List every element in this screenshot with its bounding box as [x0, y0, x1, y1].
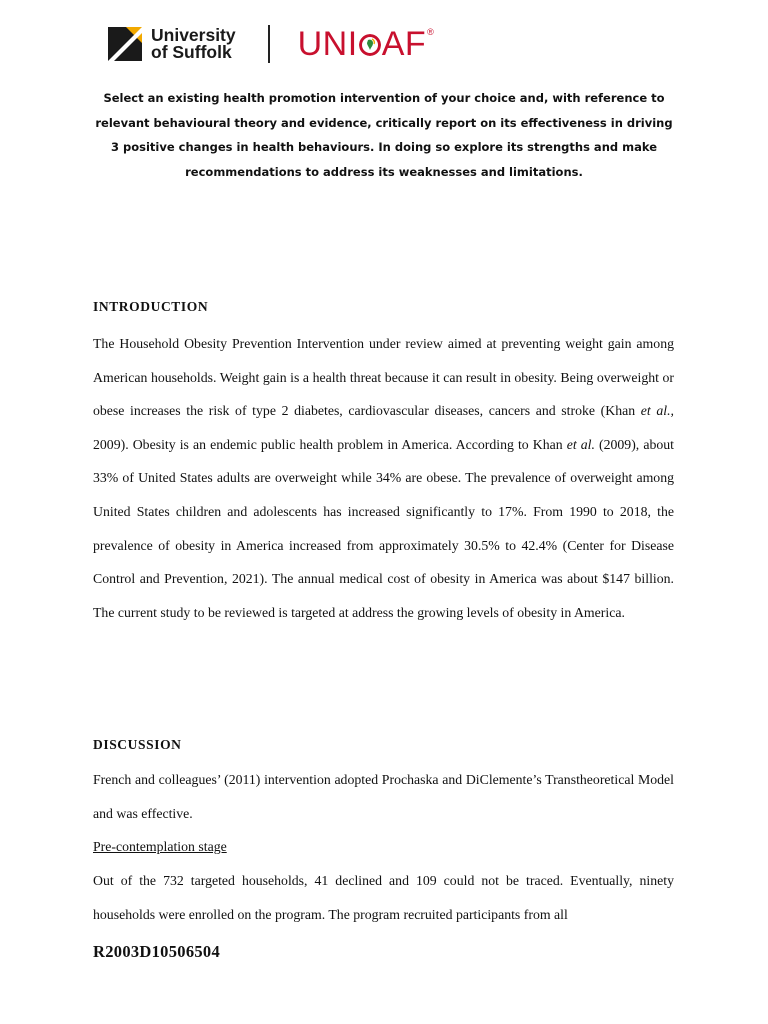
- introduction-paragraph: [93, 327, 674, 629]
- unicaf-wordmark-right: AF: [381, 24, 427, 63]
- pre-contemplation-subheading: Pre-contemplation stage: [93, 839, 227, 854]
- intro-text-2: 2009). Obesity is an endemic public health problem in America. According to Khan: [93, 436, 567, 452]
- discussion-paragraph-2: Out of the 732 targeted households, 41 declined and 109 could not be traced. Eventually, ninety households were enrolled on the program. The program recruited participants from all: [93, 873, 674, 922]
- intro-text-1: The Household Obesity Prevention Intervention under review aimed at preventing weight gain among American households. Weight gain is a health threat because it can result in obesity. Being overweight or obese increases the risk of type 2 diabetes, cardiovascular diseases, cancers and stroke (Khan: [93, 336, 674, 419]
- suffolk-emblem-icon: [108, 27, 142, 61]
- registered-mark: ®: [427, 26, 435, 37]
- header-logos: [108, 22, 434, 66]
- suffolk-line-2: of Suffolk: [151, 42, 232, 62]
- suffolk-wordmark: [151, 27, 236, 61]
- discussion-heading: DISCUSSION: [93, 737, 182, 752]
- discussion-paragraph-1: French and colleagues’ (2011) intervention adopted Prochaska and DiClemente’s Transtheoretical Model and was effective.: [93, 772, 674, 821]
- unicaf-wordmark-left: UNI: [297, 24, 358, 63]
- intro-etal-1: et al.,: [640, 403, 674, 419]
- student-id: R2003D10506504: [93, 942, 221, 961]
- globe-icon: [359, 34, 381, 56]
- intro-text-3: (2009), about 33% of United States adults are overweight while 34% are obese. The prevalence of overweight among United States children and adolescents has increased significantly to 17%. From 1990 to 2018, the prevalence of obesity in America increased from approximately 30.5% to 42.4% (Center for Disease Control and Prevention, 2021). The annual medical cost of obesity in America was about $147 billion. The current study to be reviewed is targeted at address the growing levels of obesity in America.: [93, 436, 674, 620]
- assignment-question: Select an existing health promotion intervention of your choice and, with reference to relevant behavioural theory and evidence, critically report on its effectiveness in driving 3 positive changes in health behaviours. In doing so explore its strengths and make recommendations to address its weaknesses and limitations.: [95, 91, 673, 179]
- suffolk-line-1: University: [151, 25, 236, 45]
- logo-divider: [268, 25, 270, 63]
- introduction-heading: INTRODUCTION: [93, 299, 209, 314]
- unicaf-logo: [298, 25, 435, 64]
- intro-etal-2: et al.: [566, 436, 595, 452]
- university-of-suffolk-logo: [108, 27, 236, 61]
